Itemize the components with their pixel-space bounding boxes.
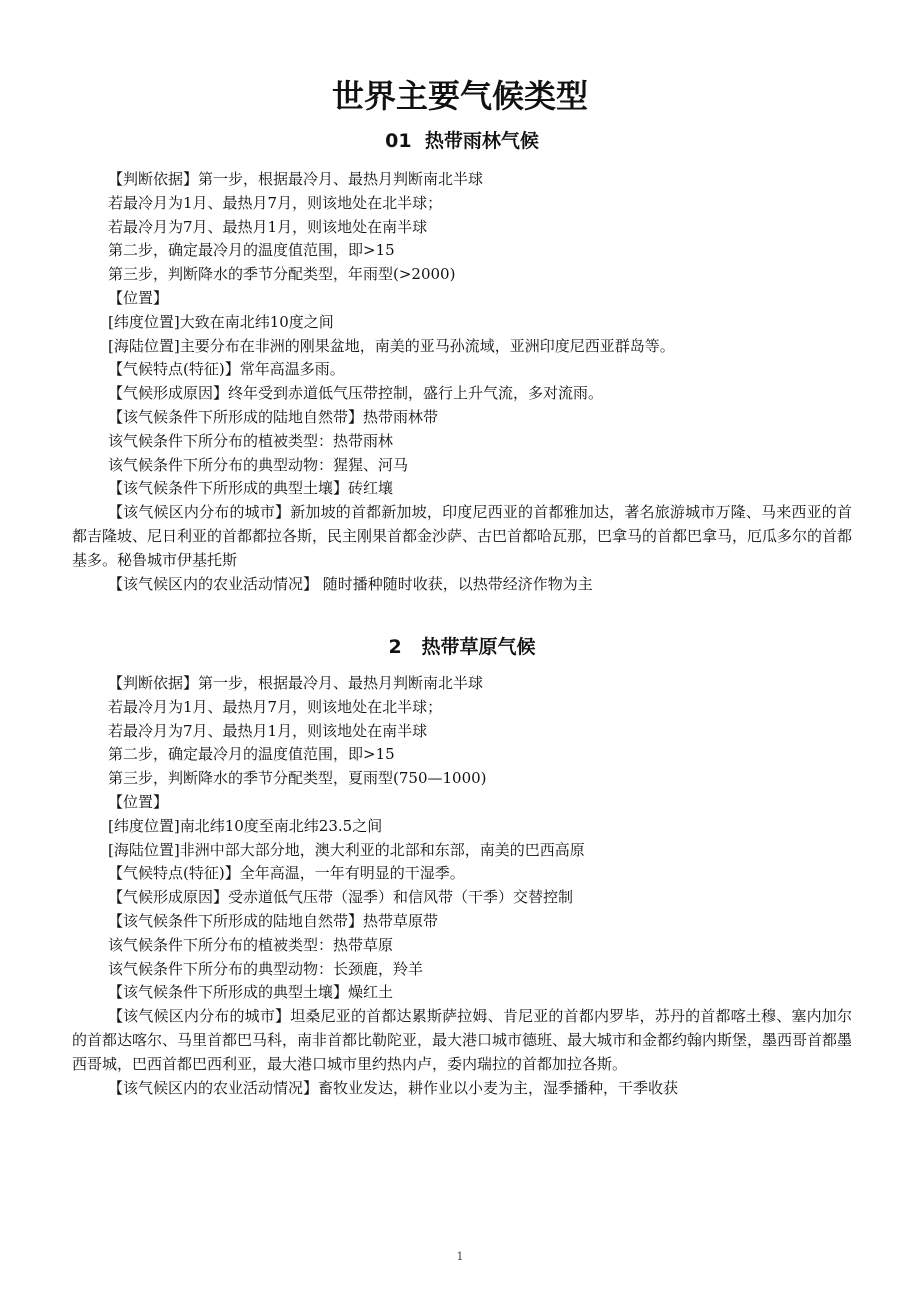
- cities-paragraph: 【该气候区内分布的城市】坦桑尼亚的首都达累斯萨拉姆、肯尼亚的首都内罗毕，苏丹的首都喀土穆、塞内加尔的首都达喀尔、马里首都巴马科，南非首都比勒陀亚，最大港口城市德班、最大城市和金都约翰内斯堡，墨西哥首都墨西哥城，巴西首都巴西利亚，最大港口城市里约热内卢，委内瑞拉的首都加拉各斯。: [72, 1007, 853, 1073]
- text-line: 【该气候条件下所形成的陆地自然带】热带雨林带: [108, 407, 439, 426]
- section-heading: [72, 634, 852, 660]
- section-tropical-savanna: [72, 634, 852, 1100]
- text-line: [海陆位置]非洲中部大部分地，澳大利亚的北部和东部，南美的巴西高原: [108, 840, 585, 859]
- text-line: 若最冷月为7月、最热月1月，则该地处在南半球: [108, 217, 428, 236]
- text-line: 第三步，判断降水的季节分配类型，年雨型(>2000): [108, 265, 456, 284]
- section-tropical-rainforest: [72, 128, 852, 596]
- text-line: 【该气候条件下所形成的陆地自然带】热带草原带: [108, 911, 439, 930]
- text-line: 【气候特点(特征)】常年高温多雨。: [108, 360, 345, 379]
- text-line: 第二步，确定最冷月的温度值范围，即>15: [108, 745, 395, 764]
- text-line: 第二步，确定最冷月的温度值范围，即>15: [108, 241, 395, 260]
- text-line: 【气候形成原因】受赤道低气压带（湿季）和信风带（干季）交替控制: [108, 888, 574, 907]
- section-heading-text: 热带雨林气候: [424, 130, 539, 152]
- text-line: 【该气候条件下所形成的典型土壤】砖红壤: [108, 479, 394, 498]
- text-line: 该气候条件下所分布的植被类型：热带草原: [108, 935, 394, 954]
- cities-paragraph: 【该气候区内分布的城市】新加坡的首都新加坡，印度尼西亚的首都雅加达，著名旅游城市万隆、马来西亚的首都吉隆坡、尼日利亚的首都都拉各斯，民主刚果首都金沙萨、古巴首都哈瓦那，巴拿马的首都巴拿马，厄瓜多尔的首都基多。秘鲁城市伊基托斯: [72, 503, 853, 569]
- section-number: 2: [388, 636, 402, 658]
- agriculture-line: 【该气候区内的农业活动情况】 随时播种随时收获，以热带经济作物为主: [108, 574, 593, 593]
- text-line: 若最冷月为1月、最热月7月，则该地处在北半球；: [108, 697, 443, 716]
- section-number: 01: [385, 130, 412, 152]
- section-heading: [72, 128, 852, 154]
- text-line: 【判断依据】第一步，根据最冷月、最热月判断南北半球: [108, 170, 484, 188]
- text-line: 第三步，判断降水的季节分配类型，夏雨型(750—1000): [108, 769, 487, 788]
- text-line: 若最冷月为1月、最热月7月，则该地处在北半球；: [108, 193, 443, 212]
- text-line: 该气候条件下所分布的典型动物：长颈鹿，羚羊: [108, 959, 424, 978]
- section-body: [72, 672, 852, 1100]
- text-line: 【气候特点(特征)】全年高温，一年有明显的干湿季。: [108, 864, 465, 883]
- document-title: 世界主要气候类型: [331, 77, 588, 115]
- text-line: 若最冷月为7月、最热月1月，则该地处在南半球: [108, 721, 428, 740]
- text-line: [纬度位置]大致在南北纬10度之间: [108, 312, 334, 331]
- section-heading-text: 热带草原气候: [421, 636, 536, 658]
- text-line: 该气候条件下所分布的典型动物：猩猩、河马: [108, 455, 409, 474]
- text-line: 该气候条件下所分布的植被类型：热带雨林: [108, 431, 394, 450]
- text-line: 【气候形成原因】终年受到赤道低气压带控制，盛行上升气流，多对流雨。: [108, 384, 604, 403]
- text-line: 【位置】: [108, 288, 169, 307]
- page-number: 1: [456, 1250, 464, 1263]
- text-line: 【判断依据】第一步，根据最冷月、最热月判断南北半球: [108, 674, 484, 692]
- section-body: [72, 168, 852, 596]
- text-line: [纬度位置]南北纬10度至南北纬23.5之间: [108, 816, 383, 835]
- text-line: [海陆位置]主要分布在非洲的刚果盆地，南美的亚马孙流域，亚洲印度尼西亚群岛等。: [108, 336, 675, 355]
- text-line: 【位置】: [108, 792, 169, 811]
- text-line: 【该气候条件下所形成的典型土壤】燥红土: [108, 983, 394, 1002]
- agriculture-line: 【该气候区内的农业活动情况】畜牧业发达，耕作业以小麦为主，湿季播种，干季收获: [108, 1078, 679, 1097]
